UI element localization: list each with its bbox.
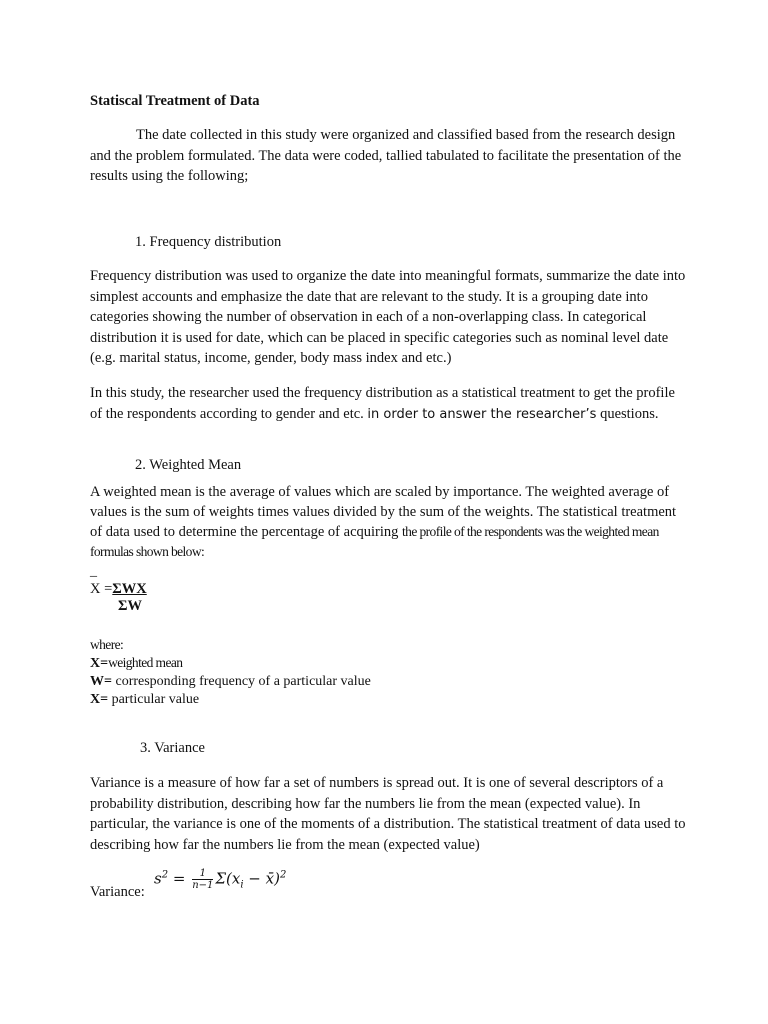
frequency-paragraph: Frequency distribution was used to organize the date into meaningful formats, summarize the date into simplest accounts and emphasize the date that are relevant to the study. It is a grouping date into categories showing the number of observation in each of a non-overlapping class. In categorical distribution it is used for date, which can be placed in specific categories such as nominal level date (e.g. marital status, income, gender, body mass index and etc.) [90,268,686,366]
definition-2: W= corresponding frequency of a particular value [90,674,371,689]
formula-lhs: X = [90,581,113,597]
definition-1: X=weighted mean [90,655,183,671]
weighted-mean-text-2: the profile of the respondents was the weighted mean formulas shown below: [90,524,659,559]
weighted-mean-formula [90,581,147,598]
section-heading-weighted-mean: 2. Weighted Mean [135,457,242,473]
formula-numerator: ΣWX [112,581,147,597]
definition-3: X= particular value [90,692,200,707]
formula-denominator: ΣW [118,598,142,614]
study-text-3: questions. [600,405,659,422]
variance-formula: $s^2$ = $\frac{1}{n-1}$ $\Sigma(x_i$ − x̄)$^2$ [154,868,287,891]
variance-label: Variance: [90,884,145,900]
study-text-2: in order to answer the researcher’s [367,406,597,422]
weighted-mean-paragraph [90,482,690,562]
intro-paragraph: The date collected in this study were organized and classified based from the research design and the problem formulated. The data were coded, tallied tabulated to facilitate the presentation of the results using the following; [90,127,682,184]
section-heading-variance: 3. Variance [140,740,205,756]
where-label: where: [90,637,124,652]
variance-fraction: $\frac{1}{n-1}$ [192,868,214,891]
formula-overbar: _ [90,564,97,579]
formula-definitions [90,636,371,709]
variance-paragraph: Variance is a measure of how far a set of numbers is spread out. It is one of several descriptors of a probability distribution, describing how far the numbers lie from the mean (expected value). In particular, the variance is one of the moments of a distribution. The statistical treatment of data used to describing how far the numbers lie from the mean (expected value) [90,775,686,853]
weighted-mean-text-1: A weighted mean is the average of values which are scaled by importance. The weighted average of values is the sum of weights times values divided by the sum of the weights. The statistical treatment of data used to determine the percentage of acquiring [90,484,677,540]
document-title: Statiscal Treatment of Data [90,93,260,109]
study-text-1: In this study, the researcher used the frequency distribution as a statistical treatment to get the profile of the respondents according to gender and etc. [90,385,675,422]
study-paragraph [90,383,690,425]
section-heading-frequency: 1. Frequency distribution [135,234,282,250]
